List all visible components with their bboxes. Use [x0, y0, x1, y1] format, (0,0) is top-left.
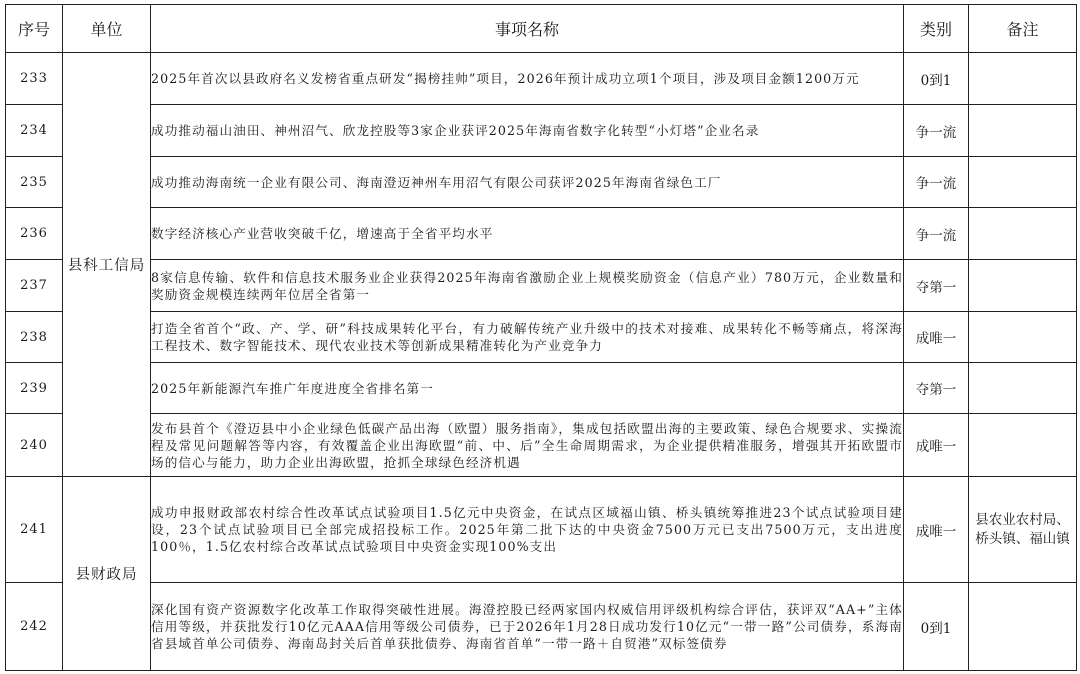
row-item: 发布县首个《澄迈县中小企业绿色低碳产品出海（欧盟）服务指南》，集成包括欧盟出海的主要政策、绿色合规要求、实操流程及常见问题解答等内容，有效覆盖企业出海欧盟“前、中、后”全生命周期需求，为企业提供精准服务，增强其开拓欧盟市场的信心与能力，助力企业出海欧盟，抢抓全球绿色经济机遇	[151, 414, 904, 477]
unit-label: 县科工信局	[67, 258, 146, 274]
row-item: 成功申报财政部农村综合性改革试点试验项目1.5亿元中央资金，在试点区域福山镇、桥头镇统筹推进23个试点试验项目建设，23个试点试验项目已全部完成招投标工作。2025年第二批下达的中央资金7500万元已支出7500万元，支出进度100％，1.5亿农村综合改革试点试验项目中央资金实现100%支出	[151, 477, 904, 583]
row-seq: 238	[6, 312, 63, 363]
row-item: 打造全省首个“政、产、学、研”科技成果转化平台，有力破解传统产业升级中的技术对接难、成果转化不畅等痛点，将深海工程技术、数字智能技术、现代农业技术等创新成果精准转化为产业竞争力	[151, 312, 904, 363]
table-row	[6, 312, 1077, 363]
row-category: 成唯一	[904, 312, 969, 363]
table-row	[6, 157, 1077, 208]
row-seq: 240	[6, 414, 63, 477]
row-item: 深化国有资产资源数字化改革工作取得突破性进展。海澄控股已经两家国内权威信用评级机构综合评估，获评双“AA+”主体信用等级，并获批发行10亿元AAA信用等级公司债券，已于2026年1月28日成功发行10亿元“一带一路”公司债券，系海南省县域首单公司债券、海南岛封关后首单获批债券、海南省首单“一带一路＋自贸港”双标签债券	[151, 583, 904, 671]
table-row	[6, 208, 1077, 260]
row-category: 成唯一	[904, 477, 969, 583]
row-category: 争一流	[904, 208, 969, 260]
row-category: 争一流	[904, 105, 969, 157]
unit-label: 县财政局	[75, 567, 138, 583]
row-item: 数字经济核心产业营收突破千亿，增速高于全省平均水平	[151, 208, 904, 260]
row-item: 成功推动福山油田、神州沼气、欣龙控股等3家企业获评2025年海南省数字化转型“小灯塔”企业名录	[151, 105, 904, 157]
table-row	[6, 260, 1077, 312]
header-note: 备注	[969, 5, 1077, 53]
table-row	[6, 53, 1077, 105]
row-note	[969, 53, 1077, 105]
header-unit: 单位	[63, 5, 151, 53]
header-seq: 序号	[6, 5, 63, 53]
unit-cell	[63, 477, 151, 671]
unit-cell	[63, 53, 151, 477]
row-seq: 235	[6, 157, 63, 208]
row-item: 2025年首次以县政府名义发榜省重点研发“揭榜挂帅”项目，2026年预计成功立项1个项目，涉及项目金额1200万元	[151, 53, 904, 105]
row-seq: 242	[6, 583, 63, 671]
row-item: 8家信息传输、软件和信息技术服务业企业获得2025年海南省激励企业上规模奖励资金（信息产业）780万元，企业数量和奖励资金规模连续两年位居全省第一	[151, 260, 904, 312]
table-row	[6, 414, 1077, 477]
achievements-table	[5, 4, 1077, 671]
row-note	[969, 105, 1077, 157]
header-item: 事项名称	[151, 5, 904, 53]
table-row	[6, 363, 1077, 414]
row-item: 2025年新能源汽车推广年度进度全省排名第一	[151, 363, 904, 414]
row-note	[969, 583, 1077, 671]
row-note	[969, 414, 1077, 477]
row-category: 0到1	[904, 53, 969, 105]
row-seq: 241	[6, 477, 63, 583]
row-note	[969, 157, 1077, 208]
row-category: 成唯一	[904, 414, 969, 477]
row-note	[969, 312, 1077, 363]
row-seq: 234	[6, 105, 63, 157]
header-category: 类别	[904, 5, 969, 53]
row-category: 夺第一	[904, 260, 969, 312]
row-seq: 236	[6, 208, 63, 260]
table-row	[6, 477, 1077, 583]
row-note	[969, 208, 1077, 260]
header-row	[6, 5, 1077, 53]
row-seq: 239	[6, 363, 63, 414]
row-note	[969, 363, 1077, 414]
row-seq: 233	[6, 53, 63, 105]
row-item: 成功推动海南统一企业有限公司、海南澄迈神州车用沼气有限公司获评2025年海南省绿色工厂	[151, 157, 904, 208]
row-category: 0到1	[904, 583, 969, 671]
table-row	[6, 105, 1077, 157]
table-row	[6, 583, 1077, 671]
row-seq: 237	[6, 260, 63, 312]
row-category: 夺第一	[904, 363, 969, 414]
row-note	[969, 260, 1077, 312]
row-category: 争一流	[904, 157, 969, 208]
row-note: 县农业农村局、桥头镇、福山镇	[969, 477, 1077, 583]
